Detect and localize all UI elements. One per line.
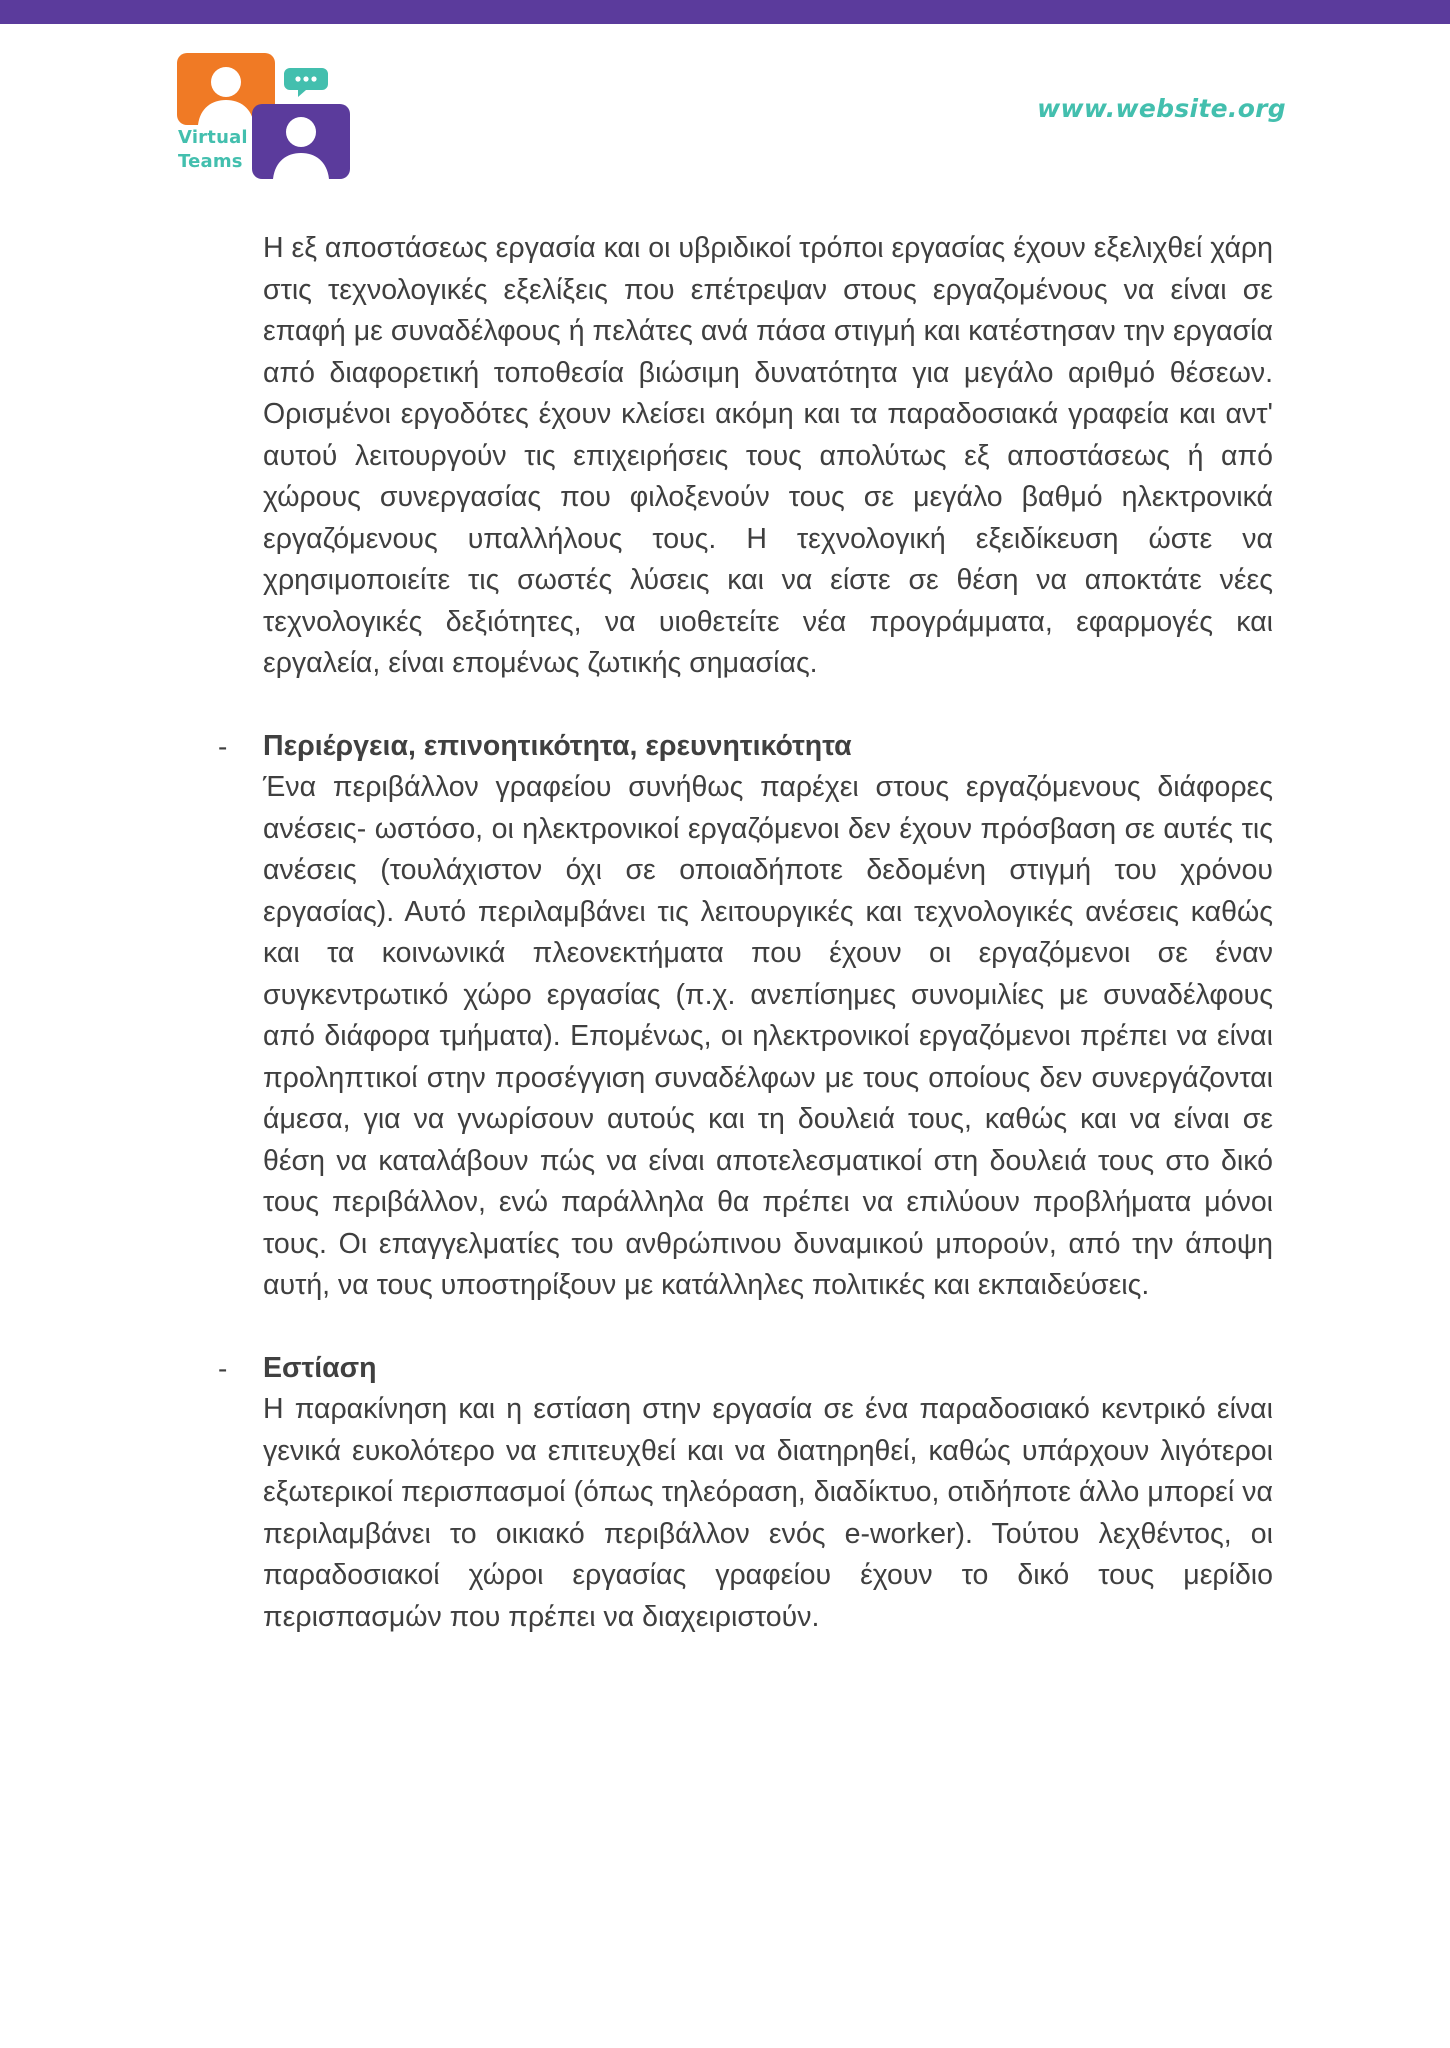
- item-text: Η παρακίνηση και η εστίαση στην εργασία σε ένα παραδοσιακό κεντρικό είναι γενικά ευκολότερο να επιτευχθεί και να διατηρηθεί, καθώς υπάρχουν λιγότεροι εξωτερικοί περισπασμοί (όπως τηλεόραση, διαδίκτυο, οτιδήποτε άλλο μπορεί να περιλαμβάνει το οικιακό περιβάλλον ενός e-worker). Τούτου λεχθέντος, οι παραδοσιακοί χώροι εργασίας γραφείου έχουν το δικό τους μερίδιο περισπασμών που πρέπει να διαχειριστούν.: [263, 1393, 1273, 1633]
- purple-person-icon: [252, 104, 350, 179]
- top-color-bar: [0, 0, 1450, 24]
- website-link[interactable]: www.website.org: [1037, 94, 1286, 123]
- list-bullet: -: [218, 730, 228, 762]
- logo-word-virtual: Virtual: [178, 127, 248, 148]
- item-heading: Περιέργεια, επινοητικότητα, ερευνητικότητα: [263, 729, 852, 762]
- document-body: [0, 228, 1450, 1638]
- list-item-focus: [218, 1348, 1273, 1639]
- logo-word-teams: Teams: [178, 151, 243, 172]
- virtual-teams-logo: [176, 52, 356, 184]
- item-heading: Εστίαση: [263, 1351, 377, 1384]
- item-text: Ένα περιβάλλον γραφείου συνήθως παρέχει στους εργαζόμενους διάφορες ανέσεις- ωστόσο, οι ηλεκτρονικοί εργαζόμενοι δεν έχουν πρόσβαση σε αυτές τις ανέσεις (τουλάχιστον όχι σε οποιαδήποτε δεδομένη στιγμή του χρόνου εργασίας). Αυτό περιλαμβάνει τις λειτουργικές και τεχνολογικές ανέσεις καθώς και τα κοινωνικά πλεονεκτήματα που έχουν οι εργαζόμενοι σε έναν συγκεντρωτικό χώρο εργασίας (π.χ. ανεπίσημες συνομιλίες με συναδέλφους από διάφορα τμήματα). Επομένως, οι ηλεκτρονικοί εργαζόμενοι πρέπει να είναι προληπτικοί στην προσέγγιση συναδέλφων με τους οποίους δεν συνεργάζονται άμεσα, για να γνωρίσουν αυτούς και τη δουλειά τους, καθώς και να είναι σε θέση να καταλάβουν πώς να είναι αποτελεσματικοί στη δουλειά τους στο δικό τους περιβάλλον, ενώ παράλληλα θα πρέπει να επιλύουν προβλήματα μόνοι τους. Οι επαγγελματίες του ανθρώπινου δυναμικού μπορούν, από την άποψη αυτή, να τους υποστηρίξουν με κατάλληλες πολιτικές και εκπαιδεύσεις.: [263, 771, 1273, 1301]
- chat-bubble-icon: [284, 68, 328, 97]
- list-item-curiosity: [218, 726, 1273, 1307]
- list-bullet: -: [218, 1352, 228, 1384]
- intro-paragraph: Η εξ αποστάσεως εργασία και οι υβριδικοί τρόποι εργασίας έχουν εξελιχθεί χάρη στις τεχνολογικές εξελίξεις που επέτρεψαν στους εργαζομένους να είναι σε επαφή με συναδέλφους ή πελάτες ανά πάσα στιγμή και κατέστησαν την εργασία από διαφορετική τοποθεσία βιώσιμη δυνατότητα για μεγάλο αριθμό θέσεων. Ορισμένοι εργοδότες έχουν κλείσει ακόμη και τα παραδοσιακά γραφεία και αντ' αυτού λειτουργούν τις επιχειρήσεις τους απολύτως εξ αποστάσεως ή από χώρους συνεργασίας που φιλοξενούν τους σε μεγάλο βαθμό ηλεκτρονικά εργαζόμενους υπαλλήλους τους. Η τεχνολογική εξειδίκευση ώστε να χρησιμοποιείτε τις σωστές λύσεις και να είστε σε θέση να αποκτάτε νέες τεχνολογικές δεξιότητες, να υιοθετείτε νέα προγράμματα, εφαρμογές και εργαλεία, είναι επομένως ζωτικής σημασίας.: [263, 232, 1273, 679]
